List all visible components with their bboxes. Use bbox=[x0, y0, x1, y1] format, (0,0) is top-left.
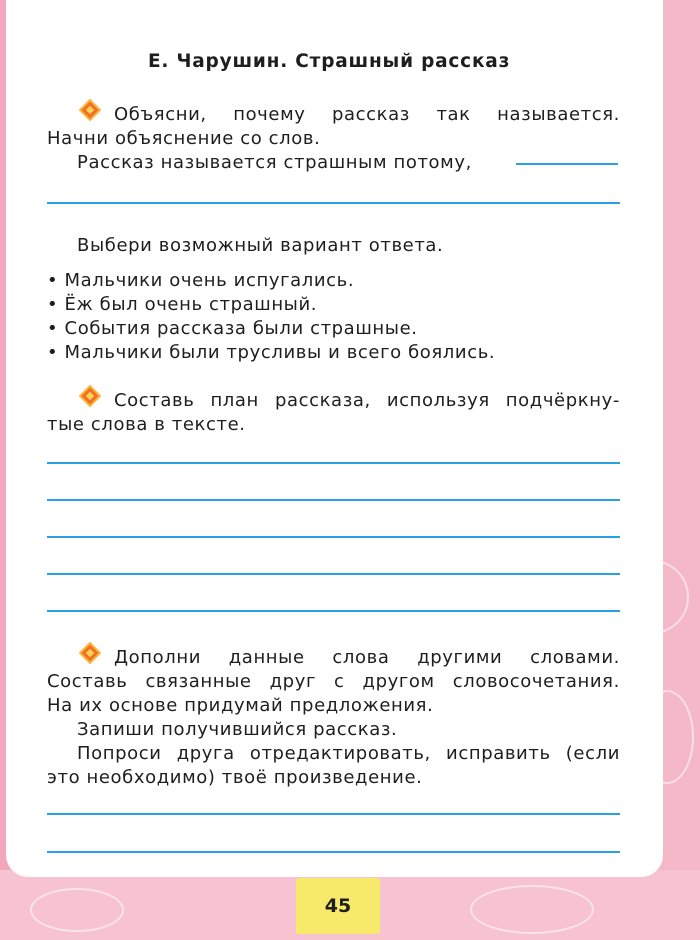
decorative-swirl bbox=[30, 888, 124, 932]
task-diamond-icon bbox=[82, 388, 98, 404]
answer-line[interactable] bbox=[47, 202, 620, 204]
task1-line2: Начни объяснение со слов. bbox=[47, 128, 321, 149]
page-title: Е. Чарушин. Страшный рассказ bbox=[148, 51, 511, 72]
choices-intro: Выбери возможный вариант ответа. bbox=[77, 235, 444, 256]
answer-line[interactable] bbox=[516, 163, 618, 165]
task3-line2: Составь связанные друг с другом словосочетания. bbox=[47, 671, 620, 692]
answer-line[interactable] bbox=[47, 851, 620, 853]
answer-line[interactable] bbox=[47, 462, 620, 464]
task3-line1: Дополни данные слова другими словами. bbox=[114, 647, 620, 668]
choice-item: • Ёж был очень страшный. bbox=[47, 294, 318, 315]
task1-line1: Объясни, почему рассказ так называется. bbox=[114, 104, 620, 125]
decorative-swirl bbox=[470, 885, 594, 934]
task3-line6: это необходимо) твоё произведение. bbox=[47, 767, 423, 788]
choice-item: • События рассказа были страшные. bbox=[47, 318, 418, 339]
task2-line2: тые слова в тексте. bbox=[47, 414, 246, 435]
task-diamond-icon bbox=[82, 645, 98, 661]
task-diamond-icon bbox=[82, 102, 98, 118]
answer-line[interactable] bbox=[47, 813, 620, 815]
task3-line3: На их основе придумай предложения. bbox=[47, 695, 434, 716]
page-number: 45 bbox=[296, 878, 380, 934]
workbook-page bbox=[6, 0, 663, 877]
answer-line[interactable] bbox=[47, 499, 620, 501]
task2-line1: Составь план рассказа, используя подчёркну- bbox=[114, 390, 620, 411]
task3-line5: Попроси друга отредактировать, исправить (если bbox=[77, 743, 620, 764]
answer-line[interactable] bbox=[47, 610, 620, 612]
task1-line3: Рассказ называется страшным потому, bbox=[77, 152, 472, 173]
choice-item: • Мальчики были трусливы и всего боялись. bbox=[47, 342, 496, 363]
task3-line4: Запиши получившийся рассказ. bbox=[77, 719, 398, 740]
answer-line[interactable] bbox=[47, 573, 620, 575]
answer-line[interactable] bbox=[47, 536, 620, 538]
choice-item: • Мальчики очень испугались. bbox=[47, 270, 355, 291]
